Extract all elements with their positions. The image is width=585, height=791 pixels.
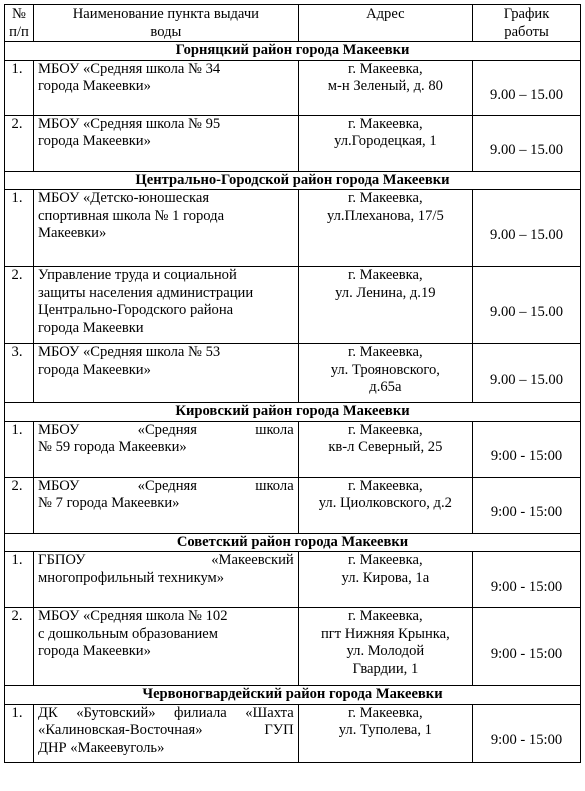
header-name-line: воды <box>150 23 182 40</box>
point-schedule: 9:00 - 15:00 <box>473 608 581 686</box>
district-header-row <box>5 171 581 190</box>
table-row <box>5 608 581 686</box>
point-address-line: г. Макеевка, <box>348 421 423 438</box>
point-name <box>34 421 299 477</box>
row-number: 1. <box>5 60 34 115</box>
row-number: 2. <box>5 477 34 533</box>
point-name-line: спортивная школа № 1 города <box>38 207 225 224</box>
point-schedule: 9.00 – 15.00 <box>473 60 581 115</box>
point-address <box>298 552 472 608</box>
table-row <box>5 421 581 477</box>
point-address <box>298 608 472 686</box>
point-address-line: д.65а <box>369 379 402 395</box>
point-address-line: г. Макеевка, <box>348 60 423 77</box>
header-schedule-line: работы <box>504 23 549 40</box>
point-address-line: ул.Городецкая, 1 <box>334 133 437 149</box>
point-name-line: МБОУ «Средняя школа <box>38 477 294 494</box>
point-address-line: ул. Кирова, 1а <box>341 569 430 586</box>
point-schedule: 9.00 – 15.00 <box>473 267 581 344</box>
point-name-line: ГБПОУ «Макеевский <box>38 552 294 568</box>
point-address-line: м-н Зеленый, д. 80 <box>327 78 443 94</box>
point-address <box>298 477 472 533</box>
table-row <box>5 115 581 171</box>
point-schedule: 9.00 – 15.00 <box>473 190 581 267</box>
point-address <box>298 60 472 115</box>
point-address <box>298 344 472 403</box>
point-address-line: г. Макеевка, <box>348 115 423 132</box>
point-address-line: ул. Трояновского, <box>330 361 440 378</box>
point-schedule: 9:00 - 15:00 <box>473 421 581 477</box>
district-title: Горняцкий район города Макеевки <box>5 42 581 61</box>
header-address-line: Адрес <box>366 6 405 22</box>
point-name <box>34 608 299 686</box>
table-row <box>5 477 581 533</box>
point-address-line: ул. Туполева, 1 <box>338 722 432 738</box>
point-schedule: 9.00 – 15.00 <box>473 115 581 171</box>
point-name-line: МБОУ «Средняя школа № 102 <box>38 608 228 624</box>
district-title: Кировский район города Макеевки <box>5 403 581 422</box>
point-address-line: пгт Нижняя Крынка, <box>320 625 450 642</box>
district-title: Советский район города Макеевки <box>5 533 581 552</box>
header-num-line: п/п <box>9 23 29 40</box>
point-name-line: ДНР «Макеевуголь» <box>38 739 165 756</box>
point-address <box>298 704 472 762</box>
point-name-line: № 59 города Макеевки» <box>38 439 187 455</box>
water-points-table <box>4 4 581 763</box>
header-address <box>298 5 472 42</box>
point-name-line: № 7 города Макеевки» <box>38 495 180 511</box>
district-header-row <box>5 686 581 705</box>
district-title: Червоногвардейский район города Макеевки <box>5 686 581 705</box>
row-number: 1. <box>5 190 34 267</box>
point-name-line: МБОУ «Средняя школа № 53 <box>38 344 221 360</box>
point-address-line: ул. Циолковского, д.2 <box>318 495 452 511</box>
point-name <box>34 60 299 115</box>
point-name-line: города Макеевки» <box>38 133 151 149</box>
table-row <box>5 190 581 267</box>
point-address-line: ул.Плеханова, 17/5 <box>326 207 444 224</box>
header-schedule-line: График <box>503 6 550 22</box>
point-name-line: Управление труда и социальной <box>38 267 237 283</box>
row-number: 1. <box>5 552 34 608</box>
point-address-line: г. Макеевка, <box>348 608 423 624</box>
point-schedule: 9:00 - 15:00 <box>473 552 581 608</box>
point-name-line: защиты населения администрации <box>38 284 254 301</box>
point-address-line: г. Макеевка, <box>348 552 423 568</box>
point-address-line: г. Макеевка, <box>348 267 423 283</box>
header-name <box>34 5 299 42</box>
point-name <box>34 344 299 403</box>
point-address-line: ул. Ленина, д.19 <box>335 284 436 301</box>
point-name-line: многопрофильный техникум» <box>38 569 225 586</box>
point-name-line: МБОУ «Средняя школа № 95 <box>38 115 221 132</box>
point-name <box>34 190 299 267</box>
table-body <box>5 42 581 763</box>
header-num <box>5 5 34 42</box>
point-address <box>298 421 472 477</box>
table-row <box>5 704 581 762</box>
point-address <box>298 267 472 344</box>
row-number: 1. <box>5 704 34 762</box>
header-num-line: № <box>12 6 26 22</box>
point-name-line: Центрально-Городского района <box>38 302 234 318</box>
district-title: Центрально-Городской район города Макеевки <box>5 171 581 190</box>
point-address-line: ул. Молодой <box>346 643 425 659</box>
point-address <box>298 190 472 267</box>
point-name-line: Макеевки» <box>38 225 107 241</box>
header-schedule <box>473 5 581 42</box>
point-name-line: МБОУ «Детско-юношеская <box>38 190 210 206</box>
district-header-row <box>5 533 581 552</box>
point-address-line: г. Макеевка, <box>348 344 423 360</box>
point-name-line: города Макеевки» <box>38 643 151 659</box>
table-row <box>5 552 581 608</box>
point-address <box>298 115 472 171</box>
point-name-line: «Калиновская-Восточная» ГУП <box>38 722 294 738</box>
point-address-line: кв-л Северный, 25 <box>328 439 443 455</box>
header-name-line: Наименование пункта выдачи <box>72 6 259 22</box>
row-number: 1. <box>5 421 34 477</box>
point-name-line: ДК «Бутовский» филиала «Шахта <box>38 704 294 721</box>
district-header-row <box>5 403 581 422</box>
point-schedule: 9.00 – 15.00 <box>473 344 581 403</box>
point-address-line: г. Макеевка, <box>348 190 423 206</box>
point-name-line: МБОУ «Средняя школа <box>38 421 294 438</box>
point-address-line: г. Макеевка, <box>348 704 423 721</box>
point-schedule: 9:00 - 15:00 <box>473 704 581 762</box>
row-number: 3. <box>5 344 34 403</box>
point-name <box>34 552 299 608</box>
table-row <box>5 60 581 115</box>
point-name <box>34 477 299 533</box>
point-name-line: МБОУ «Средняя школа № 34 <box>38 60 221 77</box>
table-header-row <box>5 5 581 42</box>
point-name-line: города Макеевки» <box>38 361 151 378</box>
point-name-line: города Макеевки <box>38 319 144 336</box>
point-address-line: Гвардии, 1 <box>352 660 419 677</box>
table-row <box>5 267 581 344</box>
point-address-line: г. Макеевка, <box>348 477 423 494</box>
point-name <box>34 115 299 171</box>
point-name-line: с дошкольным образованием <box>38 625 219 642</box>
row-number: 2. <box>5 267 34 344</box>
table-row <box>5 344 581 403</box>
row-number: 2. <box>5 608 34 686</box>
district-header-row <box>5 42 581 61</box>
point-name-line: города Макеевки» <box>38 78 151 94</box>
point-name <box>34 267 299 344</box>
point-name <box>34 704 299 762</box>
row-number: 2. <box>5 115 34 171</box>
point-schedule: 9:00 - 15:00 <box>473 477 581 533</box>
